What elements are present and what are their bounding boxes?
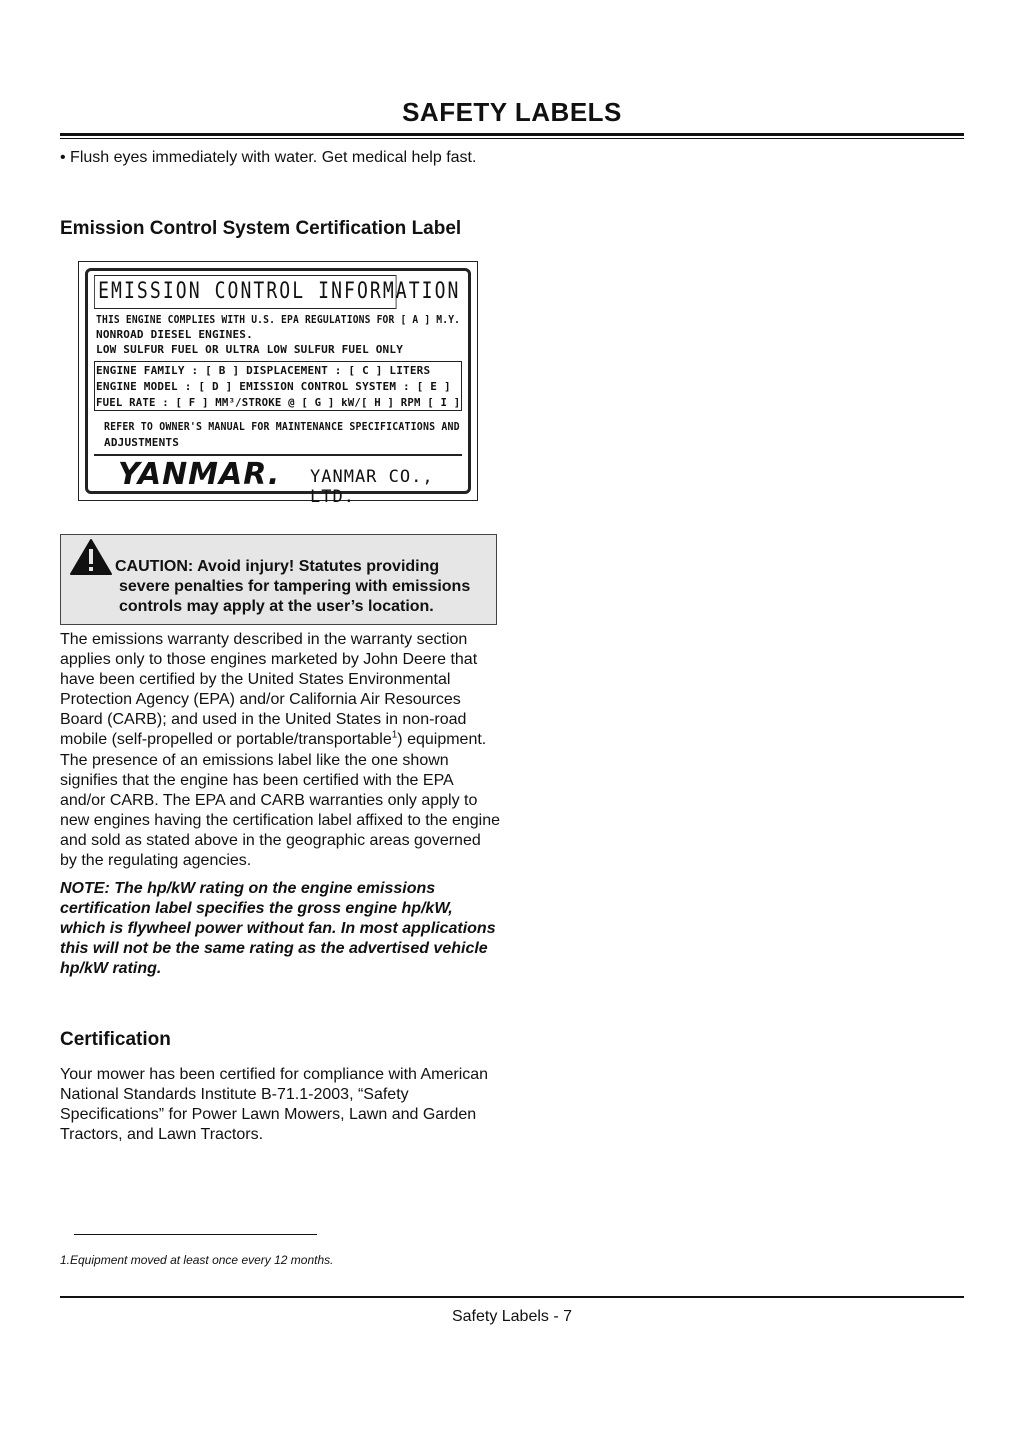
emission-label-title: EMISSION CONTROL INFORMATION	[94, 275, 396, 309]
certification-paragraph: Your mower has been certified for compliance with American National Standards Institute B-71.1-2003, “Safety Specifications” for Power Lawn Mowers, Lawn and Garden Tractors, and Lawn Tractors.	[60, 1066, 489, 1144]
emission-section-heading: Emission Control System Certification Label	[60, 218, 462, 239]
footnote: 1.Equipment moved at least once every 12 months.	[60, 1253, 334, 1267]
caution-line: controls may apply at the user’s location.	[119, 598, 434, 616]
caution-box	[60, 534, 497, 625]
emission-label-line: ADJUSTMENTS	[104, 436, 180, 449]
footnote-divider	[74, 1234, 317, 1235]
warranty-text: The emissions warranty described in the warranty section applies only to those engines marketed by John Deere that have been certified by the United States Environmental Protection Agency (EPA) and/or California Air Resources Board (CARB); and used in the United States in non-road mobile (self-propelled or portable/transportable	[60, 631, 478, 749]
emission-label-line: REFER TO OWNER'S MANUAL FOR MAINTENANCE SPECIFICATIONS AND	[104, 420, 460, 433]
header-rule-thin	[60, 138, 964, 139]
warranty-paragraph	[60, 630, 500, 871]
emission-label-company: YANMAR CO., LTD.	[310, 467, 434, 507]
emission-label-row: ENGINE MODEL : [ D ] EMISSION CONTROL SYSTEM : [ E ]	[96, 380, 451, 393]
emission-label-border	[85, 268, 471, 507]
emission-label-row: FUEL RATE : [ F ] MM³/STROKE @ [ G ] kW/[ H ] RPM [ I ]	[96, 396, 461, 409]
certification-heading: Certification	[60, 1029, 171, 1050]
emission-label-row: ENGINE FAMILY : [ B ] DISPLACEMENT : [ C ] LITERS	[96, 364, 431, 377]
emission-label-line: NONROAD DIESEL ENGINES.	[96, 328, 253, 341]
warranty-text-cont: ) equipment. The presence of an emissions label like the one shown signifies that the engine has been certified with the EPA and/or CARB. The EPA and CARB warranties only apply to new engines having the certification label affixed to the engine and sold as stated above in the geographic areas governed by the regulating agencies.	[60, 731, 501, 870]
footnote-reference: 1	[391, 730, 398, 742]
caution-lead: CAUTION: Avoid injury! Statutes providing	[115, 558, 440, 575]
header-rule	[60, 133, 964, 136]
caution-line: severe penalties for tampering with emissions	[119, 578, 471, 596]
emission-label-image	[78, 261, 478, 507]
yanmar-logo: YANMAR.	[118, 457, 281, 492]
page-footer: Safety Labels - 7	[451, 1308, 573, 1325]
bullet-text: • Flush eyes immediately with water. Get medical help fast.	[60, 149, 477, 166]
emission-label-line: LOW SULFUR FUEL OR ULTRA LOW SULFUR FUEL ONLY	[96, 343, 404, 356]
page-title: SAFETY LABELS	[402, 97, 622, 127]
note-paragraph: NOTE: The hp/kW rating on the engine emissions certification label specifies the gross engine hp/kW, which is flywheel power without fan. In most applications this will not be the same rating as the advertised vehicle hp/kW rating.	[60, 880, 496, 978]
caution-text	[115, 557, 495, 617]
warning-triangle-icon	[69, 538, 113, 576]
footer-rule	[60, 1296, 964, 1298]
emission-label-line: THIS ENGINE COMPLIES WITH U.S. EPA REGULATIONS FOR [ A ] M.Y.	[96, 313, 461, 326]
emission-label-divider	[94, 454, 462, 456]
